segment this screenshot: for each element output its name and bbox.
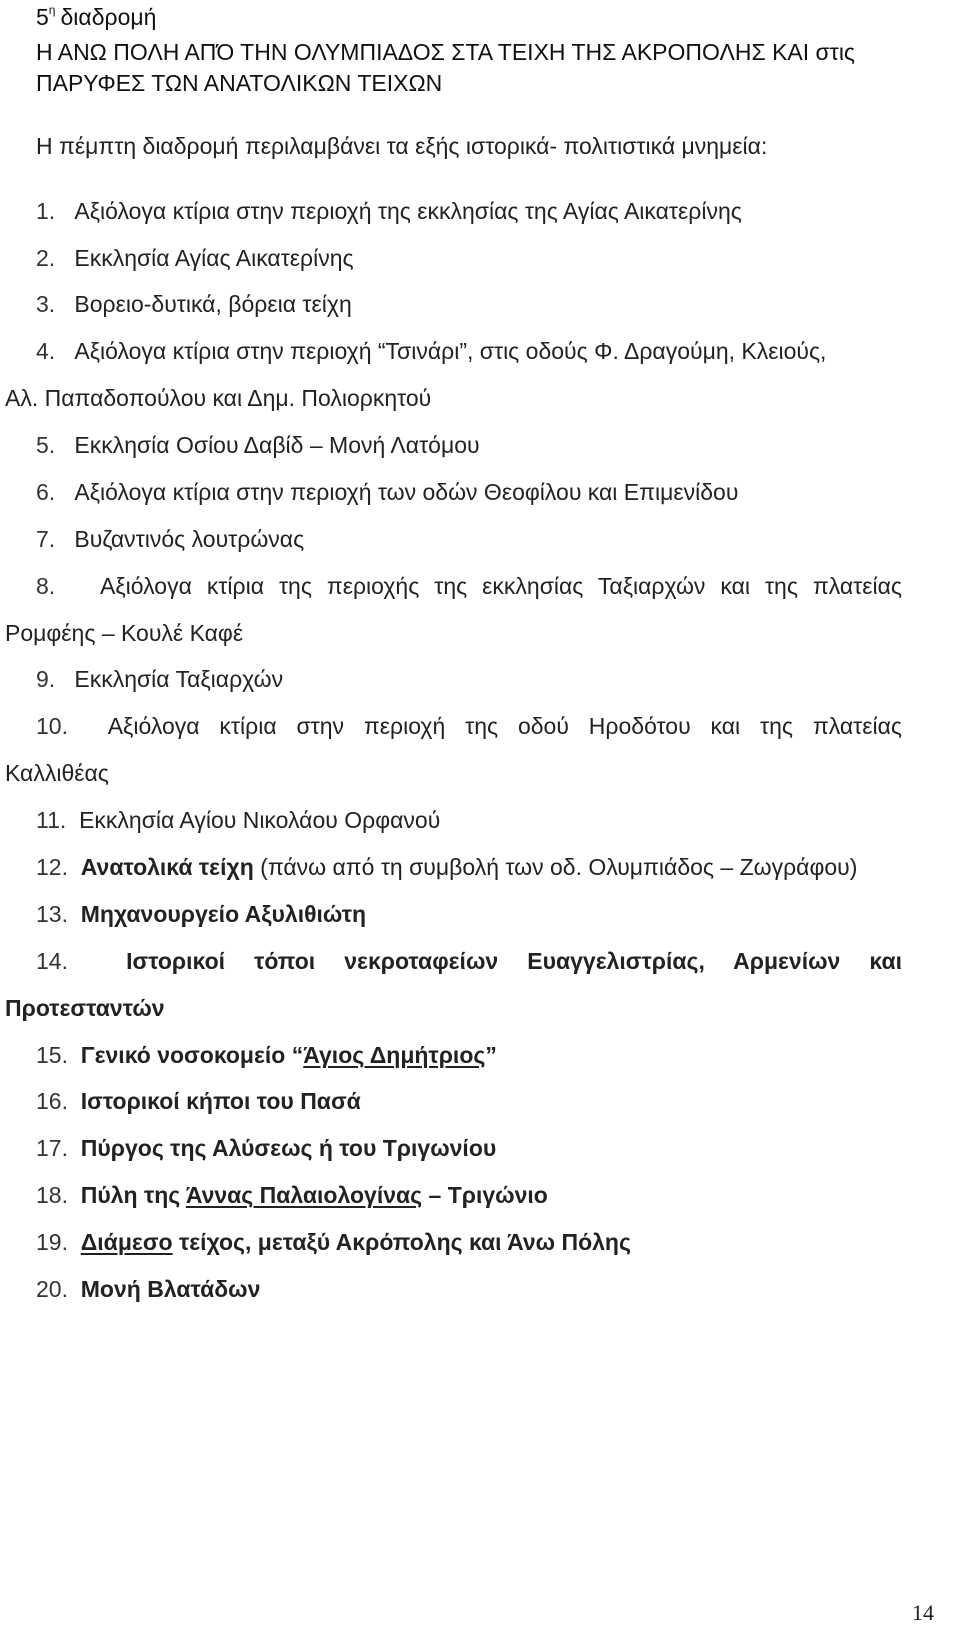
list-item-text: Μονή Βλατάδων: [80, 1276, 261, 1302]
page-number: 14: [912, 1600, 934, 1625]
list-item-text: Πύλη της Άννας Παλαιολογίνας – Τριγώνιο: [80, 1182, 548, 1208]
list-item-text: Ανατολικά τείχη: [80, 854, 254, 880]
list-item: 7. Βυζαντινός λουτρώνας: [36, 526, 305, 552]
list-item: 5. Εκκλησία Οσίου Δαβίδ – Μονή Λατόμου: [36, 432, 480, 458]
list-item-text: Γενικό νοσοκομείο “Άγιος Δημήτριος”: [80, 1042, 497, 1068]
list-item-text: Βορειο-δυτικά, βόρεια τείχη: [74, 291, 352, 317]
route-title-line-2: ΠΑΡΥΦΕΣ ΤΩΝ ΑΝΑΤΟΛΙΚΩΝ ΤΕΙΧΩΝ: [36, 70, 443, 96]
list-item: 6. Αξιόλογα κτίρια στην περιοχή των οδών Θεοφίλου και Επιμενίδου: [36, 479, 739, 505]
list-item: 14. Ιστορικοί τόποι νεκροταφείων Ευαγγελιστρίας, Αρμενίων και: [36, 948, 902, 974]
list-item: 12. Ανατολικά τείχη (πάνω από τη συμβολή των οδ. Ολυμπιάδος – Ζωγράφου): [36, 854, 858, 880]
list-item-text: Πύργος της Αλύσεως ή του Τριγωνίου: [80, 1135, 497, 1161]
list-item: 18. Πύλη της Άννας Παλαιολογίνας – Τριγώνιο: [36, 1182, 548, 1208]
list-item-continuation: Προτεσταντών: [5, 995, 165, 1021]
list-item-text: Εκκλησία Ταξιαρχών: [74, 666, 284, 692]
list-item: 16. Ιστορικοί κήποι του Πασά: [36, 1088, 361, 1114]
list-item-continuation: Αλ. Παπαδοπούλου και Δημ. Πολιορκητού: [5, 385, 432, 411]
list-item: 20. Μονή Βλατάδων: [36, 1276, 261, 1302]
list-item: 15. Γενικό νοσοκομείο “Άγιος Δημήτριος”: [36, 1042, 497, 1068]
list-item: 3. Βορειο-δυτικά, βόρεια τείχη: [36, 291, 352, 317]
list-item: 17. Πύργος της Αλύσεως ή του Τριγωνίου: [36, 1135, 497, 1161]
list-item-text: Αξιόλογα κτίρια στην περιοχή της εκκλησίας της Αγίας Αικατερίνης: [74, 198, 742, 224]
route-header: [36, 2, 936, 99]
intro-text: Η πέμπτη διαδρομή περιλαμβάνει τα εξής ιστορικά- πολιτιστικά μνημεία:: [36, 133, 768, 159]
route-heading: [36, 2, 936, 37]
route-superscript: η: [48, 3, 56, 17]
list-item: 13. Μηχανουργείο Αξυλιθιώτη: [36, 901, 367, 927]
list-item-text: Ιστορικοί κήποι του Πασά: [80, 1088, 361, 1114]
list-item-text: Διάμεσο τείχος, μεταξύ Ακρόπολης και Άνω Πόλης: [80, 1229, 631, 1255]
route-word: διαδρομή: [60, 4, 157, 30]
list-item-text: Εκκλησία Αγίου Νικολάου Ορφανού: [79, 807, 441, 833]
list-item-text: Ιστορικοί τόποι νεκροταφείων Ευαγγελιστρίας, Αρμενίων και: [126, 948, 902, 974]
list-item-continuation: Καλλιθέας: [5, 760, 109, 786]
list-item-text: Αξιόλογα κτίρια στην περιοχή των οδών Θεοφίλου και Επιμενίδου: [74, 479, 739, 505]
list-item: 2. Εκκλησία Αγίας Αικατερίνης: [36, 245, 354, 271]
list-item-text: Εκκλησία Αγίας Αικατερίνης: [74, 245, 354, 271]
list-item-text: Μηχανουργείο Αξυλιθιώτη: [80, 901, 367, 927]
route-number: 5: [36, 4, 49, 30]
list-item: 1. Αξιόλογα κτίρια στην περιοχή της εκκλησίας της Αγίας Αικατερίνης: [36, 198, 742, 224]
list-item: 19. Διάμεσο τείχος, μεταξύ Ακρόπολης και Άνω Πόλης: [36, 1229, 631, 1255]
list-item: 10. Αξιόλογα κτίρια στην περιοχή της οδού Ηροδότου και της πλατείας: [36, 713, 902, 739]
list-item-text: Αξιόλογα κτίρια στην περιοχή “Τσινάρι”, στις οδούς Φ. Δραγούμη, Κλειούς,: [74, 338, 827, 364]
list-item-text: Αξιόλογα κτίρια της περιοχής της εκκλησίας Ταξιαρχών και της πλατείας: [100, 573, 902, 599]
list-item-text: Βυζαντινός λουτρώνας: [74, 526, 305, 552]
list-item-continuation: Ρομφέης – Κουλέ Καφέ: [5, 620, 244, 646]
list-item: 4. Αξιόλογα κτίρια στην περιοχή “Τσινάρι”, στις οδούς Φ. Δραγούμη, Κλειούς,: [36, 338, 827, 364]
list-item-note: (πάνω από τη συμβολή των οδ. Ολυμπιάδος – Ζωγράφου): [253, 854, 858, 880]
list-item: 8. Αξιόλογα κτίρια της περιοχής της εκκλησίας Ταξιαρχών και της πλατείας: [36, 573, 902, 599]
route-title-line-1: Η ΑΝΩ ΠΟΛΗ ΑΠΌ ΤΗΝ ΟΛΥΜΠΙΑΔΟΣ ΣΤΑ ΤΕΙΧΗ ΤΗΣ ΑΚΡΟΠΟΛΗΣ ΚΑΙ στις: [36, 39, 856, 65]
list-item-text: Εκκλησία Οσίου Δαβίδ – Μονή Λατόμου: [74, 432, 480, 458]
list-item: 11. Εκκλησία Αγίου Νικολάου Ορφανού: [36, 807, 441, 833]
list-item-text: Αξιόλογα κτίρια στην περιοχή της οδού Ηροδότου και της πλατείας: [107, 713, 902, 739]
list-item: 9. Εκκλησία Ταξιαρχών: [36, 666, 284, 692]
